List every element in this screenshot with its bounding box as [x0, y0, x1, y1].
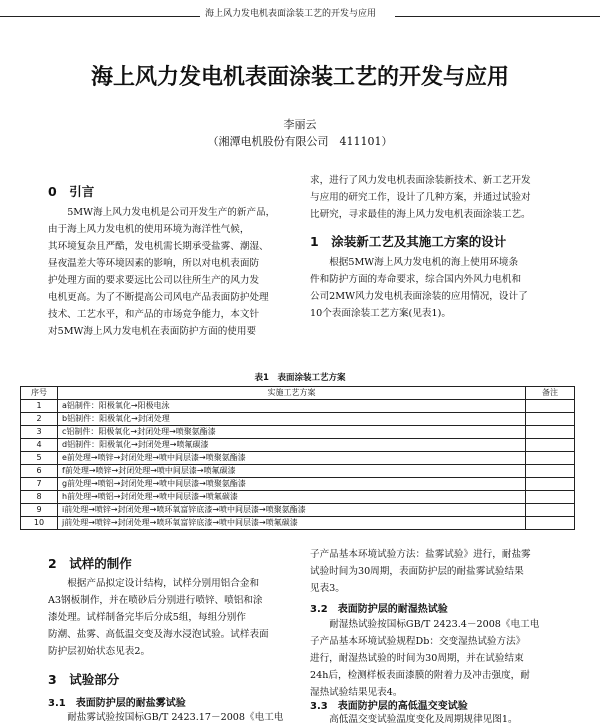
row-scheme: i前处理→喷锌→封闭处理→喷环氧富锌底漆→喷中间层漆→喷聚氨酯漆 [58, 504, 526, 517]
section-2-paragraph [48, 575, 288, 660]
s32-line: 子产品基本环境试验规程Db：交变湿热试验方法》 [310, 636, 526, 647]
table-header-cell: 实施工艺方案 [58, 387, 526, 400]
s2-line: 漆处理。试样制备完毕后分成5组，每组分别作 [48, 612, 246, 623]
row-note [526, 491, 575, 504]
table-header-cell: 备注 [526, 387, 575, 400]
intro-line: 其环境复杂且严酷，发电机需长期承受盐雾、潮湿、 [48, 241, 269, 252]
running-header-text: 海上风力发电机表面涂装工艺的开发与应用 [205, 9, 377, 19]
s31-cont-line: 见表3。 [310, 583, 345, 594]
section-3-3-paragraph [310, 711, 555, 728]
row-number: 3 [21, 426, 58, 439]
row-number: 9 [21, 504, 58, 517]
row-scheme: f前处理→喷锌→封闭处理→喷中间层漆→喷氟碳漆 [58, 465, 526, 478]
section-3-1-paragraph [48, 709, 288, 726]
intro-paragraph [48, 204, 288, 340]
row-note [526, 439, 575, 452]
intro-line: 5MW海上风力发电机是公司开发生产的新产品， [67, 207, 276, 218]
table-header-cell: 序号 [21, 387, 58, 400]
row-note [526, 400, 575, 413]
row-number: 7 [21, 478, 58, 491]
table-row [21, 452, 575, 465]
row-scheme: c铝制件：阳极氧化→封闭处理→喷聚氨酯漆 [58, 426, 526, 439]
row-number: 8 [21, 491, 58, 504]
row-note [526, 452, 575, 465]
row-number: 1 [21, 400, 58, 413]
row-number: 5 [21, 452, 58, 465]
header-rule-right [395, 16, 600, 17]
section-3-heading: 3 试验部分 [48, 672, 120, 687]
row-scheme: j前处理→喷锌→封闭处理→喷环氧富锌底漆→喷中间层漆→喷氟碳漆 [58, 517, 526, 530]
intro-cont-line: 与应用的研究工作，设计了几种方案，并通过试验对 [310, 192, 531, 203]
s1-line: 10个表面涂装工艺方案(见表1)。 [310, 308, 451, 319]
s33-line: 高低温交变试验温度变化及周期规律见图1。 [329, 714, 518, 725]
row-number: 4 [21, 439, 58, 452]
section-3-2-heading: 3.2 表面防护层的耐湿热试验 [310, 604, 448, 615]
section-3-1-continuation [310, 546, 555, 597]
running-header [0, 8, 600, 22]
intro-line: 昼夜温差大等环境因素的影响，所以对电机表面防 [48, 258, 260, 269]
section-2-heading: 2 试样的制作 [48, 556, 132, 571]
section-1-paragraph [310, 254, 555, 322]
row-scheme: a铝制件：阳极氧化→阳极电泳 [58, 400, 526, 413]
s1-line: 公司2MW风力发电机表面涂装的应用情况，设计了 [310, 291, 528, 302]
table-row [21, 491, 575, 504]
table-row [21, 465, 575, 478]
s31-cont-line: 试验时间为30周期，表面防护层的耐盐雾试验结果 [310, 566, 524, 577]
intro-line: 对5MW海上风力发电机在表面防护方面的使用要 [48, 326, 257, 337]
affiliation: （湘潭电机股份有限公司 411101） [207, 135, 393, 148]
table-header-row [21, 387, 575, 400]
intro-cont-line: 比研究，寻求最佳的海上风力发电机表面涂装工艺。 [310, 209, 531, 220]
table-1-caption: 表1 表面涂装工艺方案 [254, 373, 346, 383]
intro-continuation [310, 172, 555, 223]
s32-line: 耐湿热试验按国标GB/T 2423.4－2008《电工电 [329, 619, 540, 630]
section-3-3-heading: 3.3 表面防护层的高低温交变试验 [310, 701, 468, 712]
section-1-heading: 1 涂装新工艺及其施工方案的设计 [310, 234, 507, 249]
row-number: 10 [21, 517, 58, 530]
table-row [21, 478, 575, 491]
intro-line: 护处理方面的要求要远比公司以往所生产的风力发 [48, 275, 260, 286]
s1-line: 根据5MW海上风力发电机的海上使用环境条 [329, 257, 519, 268]
row-scheme: d铝制件：阳极氧化→封闭处理→喷氟碳漆 [58, 439, 526, 452]
table-row [21, 413, 575, 426]
table-row [21, 400, 575, 413]
row-note [526, 478, 575, 491]
s1-line: 件和防护方面的寿命要求，综合国内外风力电机和 [310, 274, 522, 285]
row-note [526, 517, 575, 530]
s31-line: 耐盐雾试验按国标GB/T 2423.17－2008《电工电 [67, 712, 284, 723]
s32-line: 24h后，检测样板表面漆膜的附着力及冲击强度，耐 [310, 670, 530, 681]
row-note [526, 426, 575, 439]
intro-line: 由于海上风力发电机的使用环境为海洋性气候， [48, 224, 250, 235]
row-note [526, 413, 575, 426]
s2-line: 防潮、盐雾、高低温交变及海水浸泡试验。试样表面 [48, 629, 269, 640]
s32-line: 进行，耐湿热试验的时间为30周期，并在试验结束 [310, 653, 524, 664]
header-rule-left [0, 16, 200, 17]
row-number: 2 [21, 413, 58, 426]
s31-cont-line: 子产品基本环境试验方法：盐雾试验》进行，耐盐雾 [310, 549, 531, 560]
table-row [21, 504, 575, 517]
table-row [21, 439, 575, 452]
section-3-1-heading: 3.1 表面防护层的耐盐雾试验 [48, 698, 186, 709]
row-scheme: b铝制件：阳极氧化→封闭处理 [58, 413, 526, 426]
intro-line: 技术、工艺水平，和产品的市场竞争能力，本文针 [48, 309, 260, 320]
section-3-2-paragraph [310, 616, 555, 701]
s32-line: 湿热试验结果见表4。 [310, 687, 403, 698]
table-1 [20, 386, 575, 530]
intro-line: 电机更高。为了不断提高公司风电产品表面防护处理 [48, 292, 269, 303]
row-scheme: h前处理→喷铝→封闭处理→喷中间层漆→喷氟碳漆 [58, 491, 526, 504]
table-row [21, 426, 575, 439]
table-row [21, 517, 575, 530]
s2-line: 防护层初始状态见表2。 [48, 646, 151, 657]
s2-line: 根据产品拟定设计结构，试样分别用铝合金和 [67, 578, 260, 589]
paper-title: 海上风力发电机表面涂装工艺的开发与应用 [90, 65, 509, 90]
intro-heading: 0 引言 [48, 184, 95, 199]
row-note [526, 465, 575, 478]
author: 李丽云 [283, 118, 317, 131]
row-number: 6 [21, 465, 58, 478]
row-scheme: e前处理→喷锌→封闭处理→喷中间层漆→喷聚氨酯漆 [58, 452, 526, 465]
row-scheme: g前处理→喷铝→封闭处理→喷中间层漆→喷聚氨酯漆 [58, 478, 526, 491]
intro-cont-line: 求，进行了风力发电机表面涂装新技术、新工艺开发 [310, 175, 531, 186]
row-note [526, 504, 575, 517]
s2-line: A3钢板制作，并在喷砂后分别进行喷锌、喷铝和涂 [48, 595, 263, 606]
